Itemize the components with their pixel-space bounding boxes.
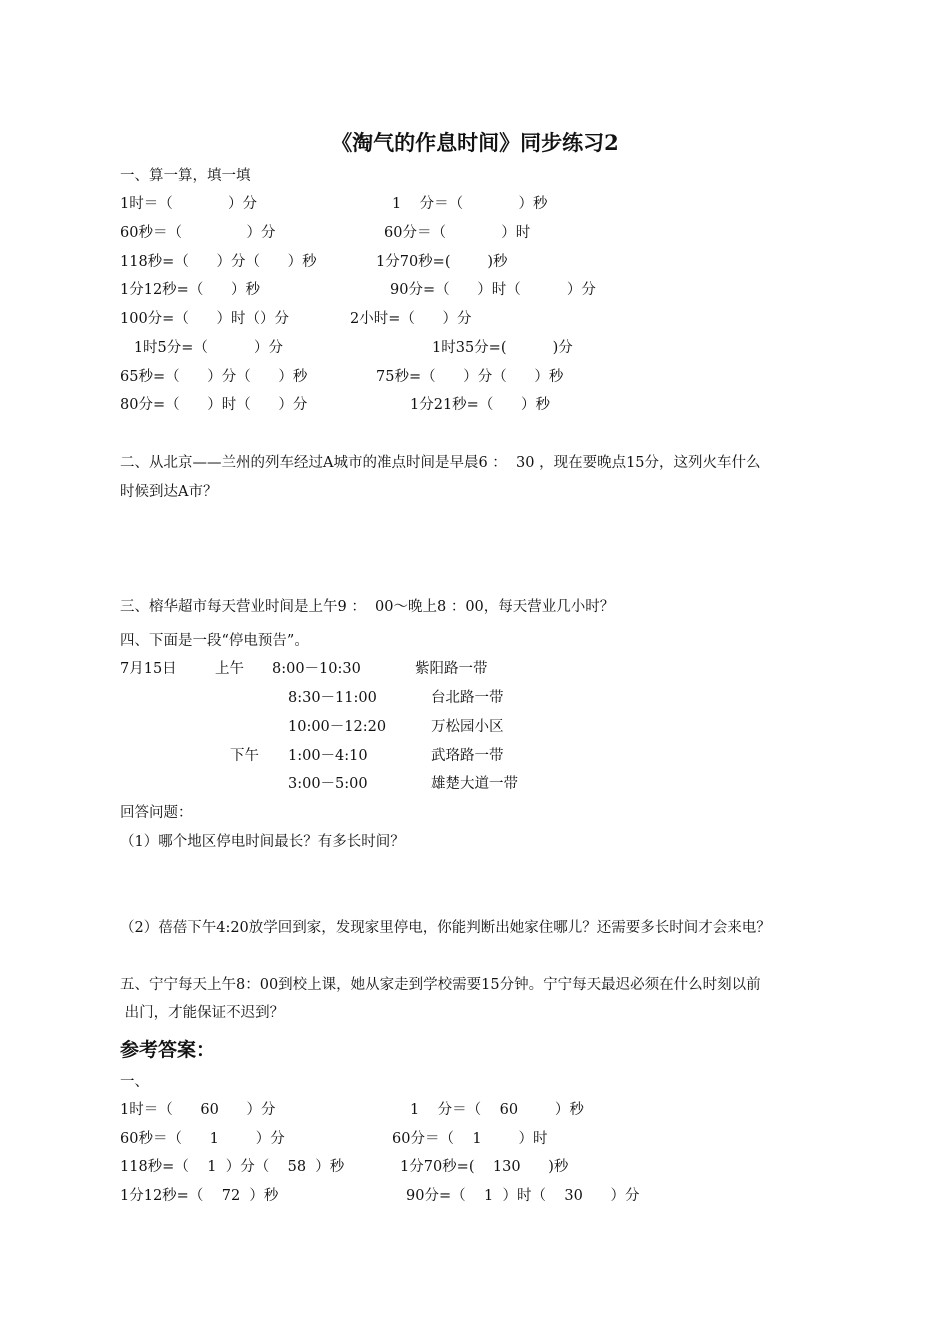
outage-place-3: 万松园小区 xyxy=(431,719,504,735)
s1-row-7-right: 75秒=（ ）分（ ）秒 xyxy=(376,369,564,385)
answer-questions-label: 回答问题： xyxy=(120,805,193,821)
section-3-text: 三、榕华超市每天营业时间是上午9 ： 00～晚上8 ：00，每天营业几小时？ xyxy=(120,599,615,615)
question-2: （2）蓓蓓下午4:20放学回到家，发现家里停电，你能判断出她家住哪儿？还需要多长时间才会来电？ xyxy=(120,920,771,936)
s1-row-2-left: 60秒＝（ ）分 xyxy=(120,225,276,241)
s1-row-1-left: 1时＝（ ）分 xyxy=(120,196,258,212)
s1-row-4-right: 90分=（ ）时（ ）分 xyxy=(390,282,596,298)
section-1-heading: 一、算一算，填一填 xyxy=(120,168,251,184)
s1-row-8-right: 1分21秒=（ ）秒 xyxy=(410,397,550,413)
ans-row-4-right: 90分=（ 1 ）时（ 30 ）分 xyxy=(406,1188,640,1204)
s1-row-2-right: 60分＝（ ）时 xyxy=(384,225,531,241)
section-5-line-1: 五、宁宁每天上午8：00到校上课，她从家走到学校需要15分钟。宁宁每天最迟必须在什么时刻以前 xyxy=(120,977,761,993)
section-4-heading: 四、下面是一段“停电预告”。 xyxy=(120,633,309,649)
outage-time-2: 8:30－11:00 xyxy=(288,690,377,706)
s1-row-3-left: 118秒=（ ）分（ ）秒 xyxy=(120,254,317,270)
s1-row-5-left: 100分=（ ）时（）分 xyxy=(120,311,289,327)
outage-am-label: 上午 xyxy=(215,661,244,677)
outage-time-5: 3:00－5:00 xyxy=(288,776,368,792)
ans-row-2-left: 60秒＝（ 1 ）分 xyxy=(120,1131,285,1147)
section-2-line-2: 时候到达A市？ xyxy=(120,484,218,500)
outage-place-5: 雄楚大道一带 xyxy=(431,776,518,792)
ans-row-2-right: 60分＝（ 1 ）时 xyxy=(392,1131,548,1147)
s1-row-1-right: 1 分＝（ ）秒 xyxy=(392,196,548,212)
s1-row-8-left: 80分=（ ）时（ ）分 xyxy=(120,397,308,413)
answers-sub-heading: 一、 xyxy=(120,1074,149,1090)
ans-row-1-left: 1时＝（ 60 ）分 xyxy=(120,1102,276,1118)
outage-time-3: 10:00－12:20 xyxy=(288,719,387,735)
ans-row-4-left: 1分12秒=（ 72 ）秒 xyxy=(120,1188,279,1204)
s1-row-5-right: 2小时=（ ）分 xyxy=(350,311,472,327)
outage-date: 7月15日 xyxy=(120,661,177,677)
ans-row-1-right: 1 分＝（ 60 ）秒 xyxy=(410,1102,584,1118)
s1-row-7-left: 65秒=（ ）分（ ）秒 xyxy=(120,369,308,385)
s1-row-6-right: 1时35分=( )分 xyxy=(432,340,573,356)
page-title: 《淘气的作息时间》同步练习2 xyxy=(331,130,619,155)
answers-heading: 参考答案： xyxy=(120,1039,216,1061)
section-2-line-1: 二、从北京——兰州的列车经过A城市的准点时间是早晨6 ： 30 ，现在要晚点15分，这列火车什么 xyxy=(120,455,761,471)
outage-place-2: 台北路一带 xyxy=(431,690,504,706)
outage-place-4: 武珞路一带 xyxy=(431,748,504,764)
outage-place-1: 紫阳路一带 xyxy=(415,661,488,677)
s1-row-6-left: 1时5分=（ ）分 xyxy=(120,340,284,356)
s1-row-3-right: 1分70秒=( )秒 xyxy=(376,254,508,270)
outage-pm-label: 下午 xyxy=(230,748,259,764)
section-5-line-2: 出门，才能保证不迟到？ xyxy=(120,1005,285,1021)
s1-row-4-left: 1分12秒=（ ）秒 xyxy=(120,282,260,298)
ans-row-3-right: 1分70秒=( 130 )秒 xyxy=(400,1159,569,1175)
outage-time-1: 8:00－10:30 xyxy=(272,661,361,677)
outage-time-4: 1:00－4:10 xyxy=(288,748,368,764)
ans-row-3-left: 118秒=（ 1 ）分（ 58 ）秒 xyxy=(120,1159,345,1175)
question-1: （1）哪个地区停电时间最长？有多长时间？ xyxy=(120,834,405,850)
